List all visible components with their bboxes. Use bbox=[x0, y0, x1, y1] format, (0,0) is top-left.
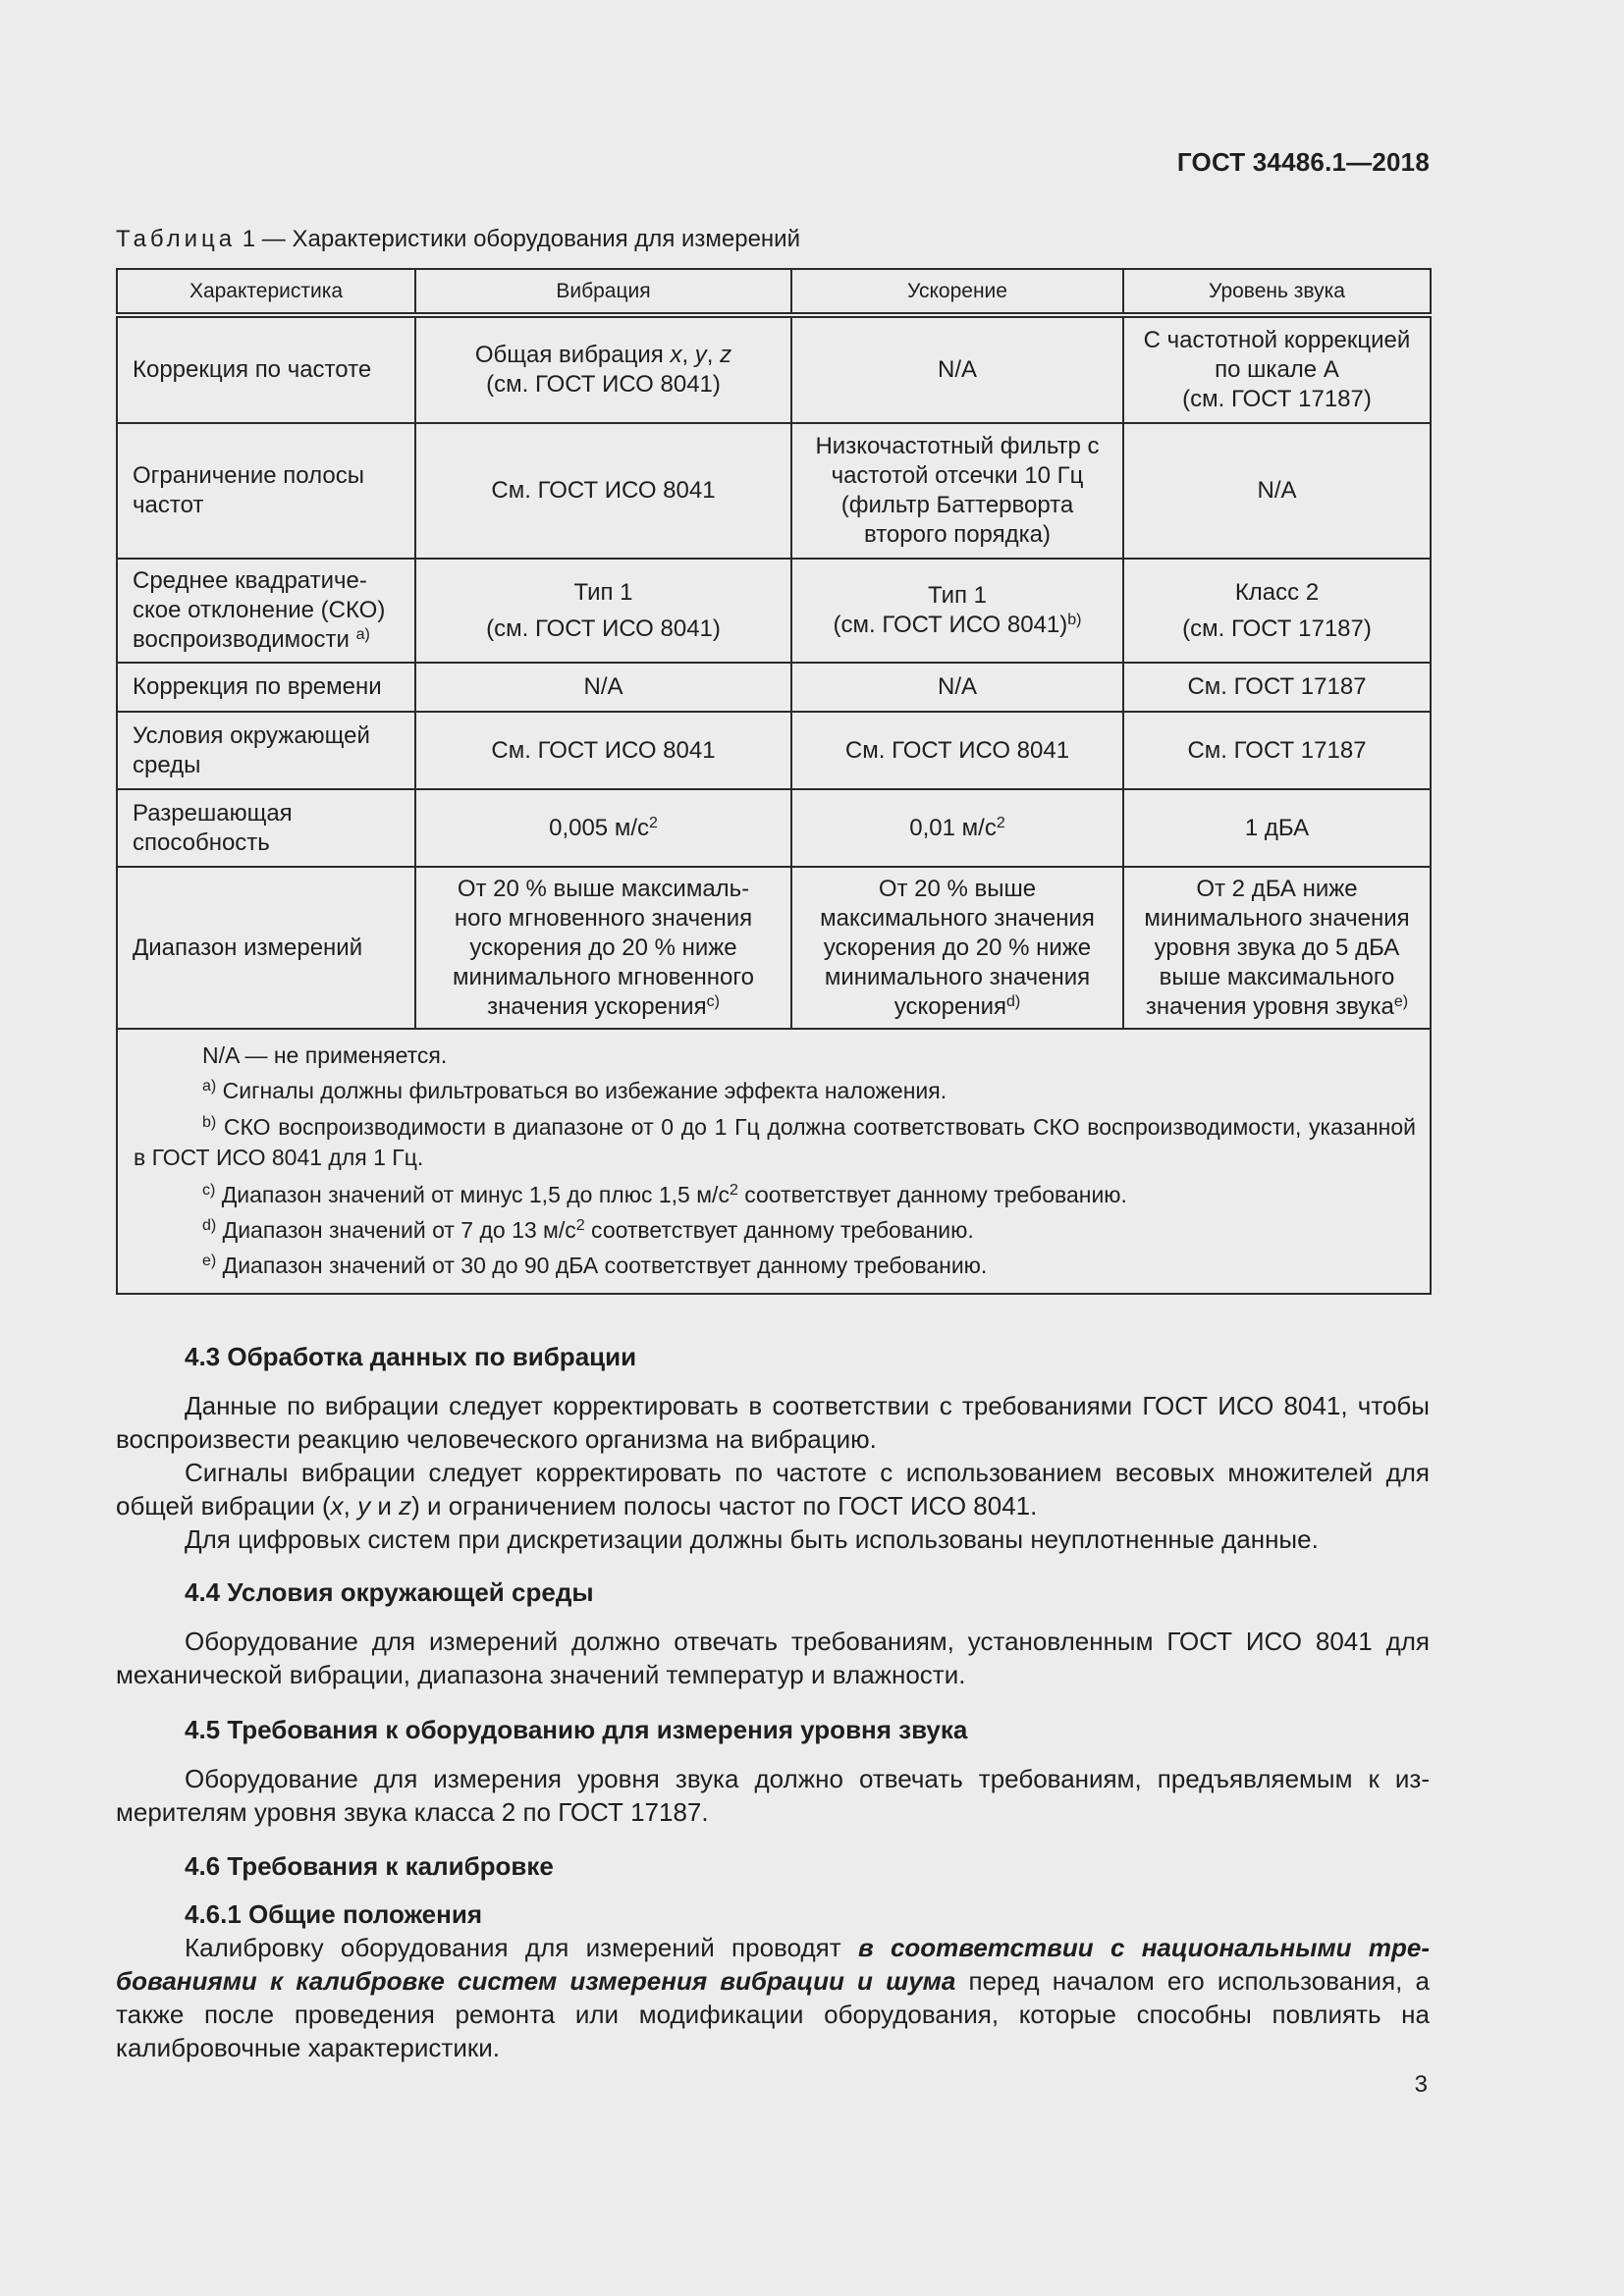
table-cell: N/A bbox=[791, 315, 1123, 423]
subsection-heading: 4.6.1 Общие положения bbox=[185, 1899, 482, 1929]
document-code: ГОСТ 34486.1—2018 bbox=[1176, 147, 1430, 177]
table-cell: С частотной коррекцией по шкале А (см. ГОСТ 17187) bbox=[1123, 315, 1431, 423]
section-heading: 4.5 Требования к оборудованию для измерения уровня звука bbox=[185, 1715, 968, 1744]
table-row bbox=[117, 712, 1431, 789]
table-cell: 0,01 $м/с^2$ bbox=[791, 789, 1123, 867]
table-cell: От 2 дБА ниже минимального значения уровня звука до 5 дБА выше максимального значения уровня звука$^{e)}$ bbox=[1123, 867, 1431, 1029]
column-header: Вибрация bbox=[415, 269, 791, 315]
section-4-6 bbox=[116, 1849, 1430, 1883]
table-cell: Тип 1 (см. ГОСТ ИСО 8041)$^{b)}$ bbox=[791, 559, 1123, 663]
paragraph: Калибровку оборудования для измерений проводят в соответствии с национальными тре-бованиями к калибровке систем измерения вибрации и шума перед началом его использования, а также после проведения ремонта или модификации оборудования, которые способны повлиять на калибровочные характеристики. bbox=[116, 1933, 1430, 2062]
table-caption bbox=[116, 226, 800, 253]
row-label: Среднее квадратиче- ское отклонение (СКО) воспроизводимости $^{a)}$ bbox=[117, 559, 415, 663]
paragraph: Оборудование для измерения уровня звука должно отвечать требованиям, предъявляемым к из-мерителям уровня звука класса 2 по ГОСТ 17187. bbox=[116, 1764, 1430, 1827]
footnote-ref: d) bbox=[1005, 992, 1021, 1010]
table-notes-row bbox=[117, 1029, 1431, 1294]
section-heading: 4.4 Условия окружающей среды bbox=[185, 1577, 594, 1607]
equipment-characteristics-table bbox=[116, 268, 1432, 1295]
section-4-6-1 bbox=[116, 1897, 1430, 2064]
table-caption-title: 1 — Характеристики оборудования для измерений bbox=[236, 226, 800, 252]
column-header: Характеристика bbox=[117, 269, 415, 315]
table-caption-prefix: Таблица bbox=[116, 226, 237, 252]
table-cell: 0,005 $м/с^2$ bbox=[415, 789, 791, 867]
paragraph: Оборудование для измерений должно отвечать требованиям, установленным ГОСТ ИСО 8041 для механической вибрации, диапазона значений температур и влажности. bbox=[116, 1627, 1430, 1689]
row-label: Ограничение полосы частот bbox=[117, 423, 415, 559]
footnote-ref: a) bbox=[355, 626, 370, 643]
table-row bbox=[117, 315, 1431, 423]
table-cell: См. ГОСТ ИСО 8041 bbox=[415, 423, 791, 559]
row-label: Условия окружающей среды bbox=[117, 712, 415, 789]
row-label: Разрешающая способность bbox=[117, 789, 415, 867]
column-header: Уровень звука bbox=[1123, 269, 1431, 315]
table-row bbox=[117, 867, 1431, 1029]
note-na: N/A — не применяется. bbox=[202, 1042, 448, 1068]
table-cell: Класс 2 (см. ГОСТ 17187) bbox=[1123, 559, 1431, 663]
paragraph: Для цифровых систем при дискретизации должны быть использованы неуплотненные данные. bbox=[185, 1524, 1319, 1554]
note-b: $^{b)}$ СКО воспроизводимости в диапазоне от 0 до 1 Гц должна соответствовать СКО воспроизводимости, указанной в ГОСТ ИСО 8041 для 1 Гц. bbox=[134, 1114, 1416, 1170]
table-cell: От 20 % выше максималь- ного мгновенного значения ускорения до 20 % ниже минимального мгновенного значения ускорения$^{c)}$ bbox=[415, 867, 791, 1029]
paragraph: Данные по вибрации следует корректировать в соответствии с требованиями ГОСТ ИСО 8041, чтобы воспроизвести реакцию человеческого организма на вибрацию. bbox=[116, 1391, 1430, 1454]
table-row bbox=[117, 559, 1431, 663]
table-row bbox=[117, 423, 1431, 559]
paragraph: Сигналы вибрации следует корректировать по частоте с использованием весовых множителей для общей вибрации (x, y и z) и ограничением полосы частот по ГОСТ ИСО 8041. bbox=[116, 1458, 1430, 1521]
section-4-3 bbox=[116, 1340, 1430, 1556]
section-heading: 4.3 Обработка данных по вибрации bbox=[185, 1342, 637, 1371]
row-label: Коррекция по частоте bbox=[117, 315, 415, 423]
column-header: Ускорение bbox=[791, 269, 1123, 315]
note-a: $^{a)}$ Сигналы должны фильтроваться во избежание эффекта наложения. bbox=[202, 1078, 947, 1103]
note-c: $^{c)}$ Диапазон значений от минус 1,5 до плюс 1,5 $м/с^2$ соответствует данному требованию. bbox=[202, 1182, 1127, 1207]
table-row bbox=[117, 789, 1431, 867]
table-cell: См. ГОСТ ИСО 8041 bbox=[415, 712, 791, 789]
table-cell: Низкочастотный фильтр с частотой отсечки 10 Гц (фильтр Баттерворта второго порядка) bbox=[791, 423, 1123, 559]
table-cell: См. ГОСТ 17187 bbox=[1123, 712, 1431, 789]
footnote-ref: e) bbox=[1393, 992, 1409, 1010]
section-heading: 4.6 Требования к калибровке bbox=[185, 1851, 554, 1881]
table-header-row bbox=[117, 269, 1431, 315]
row-label: Диапазон измерений bbox=[117, 867, 415, 1029]
table-cell: См. ГОСТ 17187 bbox=[1123, 663, 1431, 712]
table-cell: N/A bbox=[415, 663, 791, 712]
table-cell: От 20 % выше максимального значения ускорения до 20 % ниже минимального значения ускорения$^{d)}$ bbox=[791, 867, 1123, 1029]
table-cell: N/A bbox=[1123, 423, 1431, 559]
footnote-ref: c) bbox=[706, 992, 720, 1010]
footnote-ref: b) bbox=[1067, 612, 1082, 628]
page-number: 3 bbox=[1414, 2071, 1428, 2098]
table-cell: См. ГОСТ ИСО 8041 bbox=[791, 712, 1123, 789]
table-notes bbox=[117, 1029, 1431, 1294]
note-d: $^{d)}$ Диапазон значений от 7 до 13 $м/с^2$ соответствует данному требованию. bbox=[202, 1217, 974, 1243]
note-e: $^{e)}$ Диапазон значений от 30 до 90 дБА соответствует данному требованию. bbox=[202, 1253, 988, 1278]
table-cell: Тип 1 (см. ГОСТ ИСО 8041) bbox=[415, 559, 791, 663]
section-4-5 bbox=[116, 1713, 1430, 1829]
table-cell: Общая вибрация x, y, z (см. ГОСТ ИСО 8041) bbox=[415, 315, 791, 423]
table-cell: N/A bbox=[791, 663, 1123, 712]
table-row bbox=[117, 663, 1431, 712]
row-label: Коррекция по времени bbox=[117, 663, 415, 712]
table-cell: 1 дБА bbox=[1123, 789, 1431, 867]
section-4-4 bbox=[116, 1575, 1430, 1691]
